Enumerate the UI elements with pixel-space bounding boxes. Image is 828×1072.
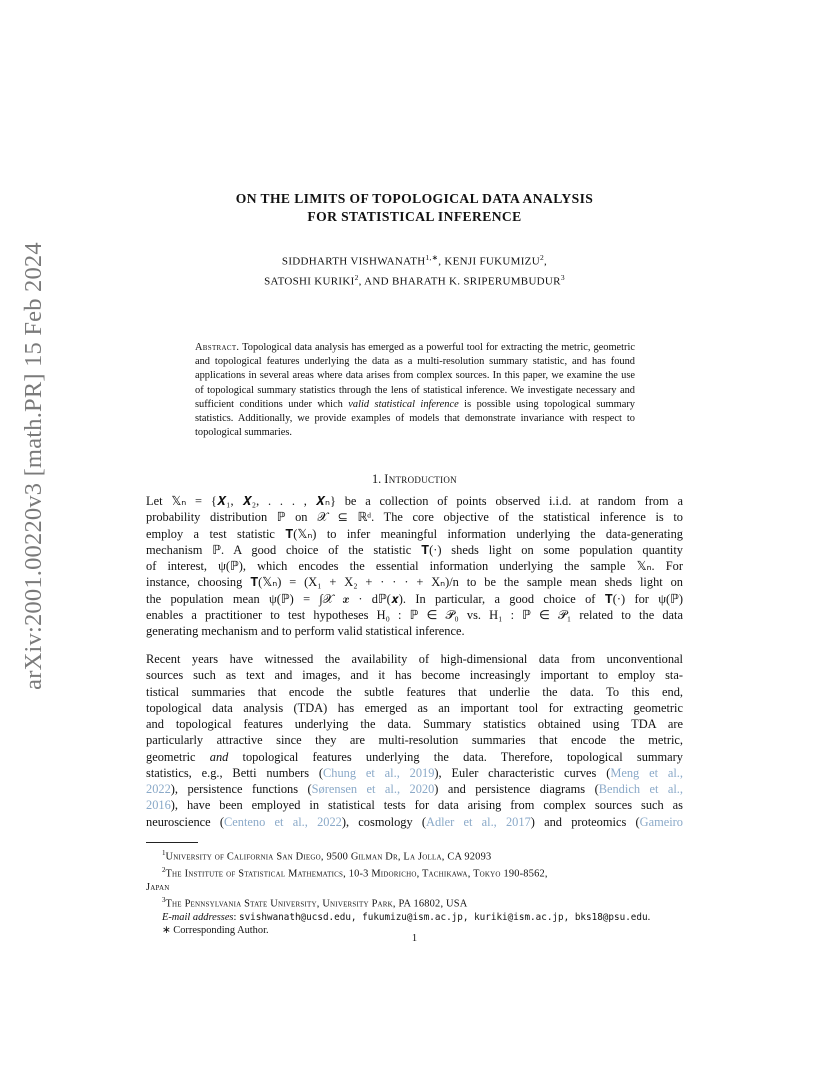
text-span: ), persistence functions ( bbox=[170, 782, 312, 796]
footnote-mark: 2 bbox=[162, 865, 166, 874]
paragraph-line: of interest, ψ(ℙ), which encodes the essential information underlying the sample 𝕏ₙ. For bbox=[146, 559, 683, 573]
arxiv-identifier-stamp bbox=[16, 242, 52, 690]
authors-line-1 bbox=[146, 250, 683, 270]
author-affiliation-mark: 1,∗ bbox=[425, 253, 439, 262]
affiliation-text: The Pennsylvania State University, University Park, PA 16802, USA bbox=[165, 898, 468, 910]
footnote-affiliation-2 bbox=[146, 864, 683, 881]
section-number: 1. bbox=[371, 472, 382, 486]
section-heading bbox=[146, 471, 683, 487]
author-name: SATOSHI KURIKI bbox=[264, 275, 355, 288]
paragraph-line bbox=[146, 749, 683, 765]
citation-link[interactable]: 2016 bbox=[146, 798, 171, 813]
paragraph-line: topological data analysis (TDA) has emerged as an important tool for extracting geometric bbox=[146, 700, 683, 715]
affiliation-text: University of California San Diego, 9500 Gilman Dr, La Jolla, CA 92093 bbox=[165, 851, 492, 863]
citation-link[interactable]: Adler et al., 2017 bbox=[426, 814, 531, 829]
citation-link[interactable]: 2022 bbox=[146, 782, 171, 796]
text-span: neuroscience ( bbox=[146, 814, 225, 829]
affiliation-text-continued: Japan bbox=[146, 881, 170, 893]
email-addresses[interactable]: svishwanath@ucsd.edu, fukumizu@ism.ac.jp, kuriki@ism.ac.jp, bks18@psu.edu bbox=[238, 912, 648, 924]
text-span: ), cosmology ( bbox=[341, 814, 427, 829]
title-line-2: FOR STATISTICAL INFERENCE bbox=[307, 209, 522, 224]
footnote-rule bbox=[146, 842, 198, 843]
paragraph-line: and topological features underlying the data. Summary statistics obtained using TDA are bbox=[146, 717, 683, 731]
footnote-mark: 1 bbox=[162, 849, 166, 857]
footnotes bbox=[146, 847, 683, 938]
paragraph-line: employ a test statistic 𝐓(𝕏ₙ) to infer meaningful information underlying the data-generating bbox=[146, 526, 683, 541]
paragraph-line: mechanism ℙ. A good choice of the statistic 𝐓(·) sheds light on some population quantity bbox=[146, 542, 683, 557]
citation-link[interactable]: Centeno et al., 2022 bbox=[224, 814, 342, 829]
citation-link[interactable]: Sørensen et al., 2020 bbox=[311, 782, 435, 796]
text-span: ), have been employed in statistical tests for data arising from complex sources such as bbox=[170, 798, 683, 813]
paragraph-line: generating mechanism and to perform valid statistical inference. bbox=[146, 624, 465, 638]
footnote-corresponding-author: ∗ Corresponding Author. bbox=[162, 925, 269, 937]
emphasis: and bbox=[209, 749, 229, 764]
citation-link[interactable]: Meng et al., bbox=[610, 765, 683, 780]
footnote-emails bbox=[146, 911, 683, 924]
page-number: 1 bbox=[411, 933, 418, 944]
footnote-affiliation-3 bbox=[146, 894, 683, 911]
paragraph-line: enables a practitioner to test hypotheses H₀ : ℙ ∈ 𝒫₀ vs. H₁ : ℙ ∈ 𝒫₁ related to the data bbox=[146, 607, 683, 622]
title-line-1: ON THE LIMITS OF TOPOLOGICAL DATA ANALYSIS bbox=[235, 191, 594, 206]
paragraph-line bbox=[146, 781, 683, 797]
intro-paragraph-1 bbox=[146, 493, 683, 639]
citation-link[interactable]: Gameiro bbox=[639, 814, 683, 829]
paragraph-line: probability distribution ℙ on 𝒳 ⊆ ℝᵈ. The core objective of the statistical inference is to bbox=[146, 510, 683, 525]
paragraph-line: particularly attractive since they are multi-resolution summaries that encode the metric, bbox=[146, 733, 683, 748]
authors-line-2 bbox=[146, 270, 683, 290]
citation-link[interactable]: Bendich et al., bbox=[598, 782, 683, 796]
email-end: . bbox=[647, 912, 651, 924]
intro-paragraph-2 bbox=[146, 651, 683, 830]
text-span: ), Euler characteristic curves ( bbox=[434, 765, 611, 780]
paragraph-line: Recent years have witnessed the availability of high-dimensional data from unconventional bbox=[146, 652, 683, 666]
text-span: statistics, e.g., Betti numbers ( bbox=[146, 765, 323, 780]
author-list bbox=[146, 250, 683, 289]
author-name: , KENJI FUKUMIZU bbox=[438, 255, 540, 268]
paragraph-line: the population mean ψ(ℙ) = ∫𝒳 𝒙 · dℙ(𝒙). In particular, a good choice of 𝐓(·) for ψ(ℙ) bbox=[146, 591, 683, 606]
author-name: SIDDHARTH VISHWANATH bbox=[281, 255, 426, 268]
author-affiliation-mark: 3 bbox=[560, 272, 565, 282]
paragraph-line bbox=[146, 765, 683, 781]
affiliation-text: The Institute of Statistical Mathematics, 10-3 Midoricho, Tachikawa, Tokyo 190-8562, bbox=[165, 868, 548, 880]
author-affiliation-mark: 2 bbox=[354, 272, 359, 282]
text-span: ) and proteomics ( bbox=[530, 814, 640, 829]
text-span: ) and persistence diagrams ( bbox=[434, 782, 599, 796]
email-label: E-mail addresses bbox=[162, 912, 234, 924]
section-title: Introduction bbox=[384, 472, 457, 486]
text-span: topological features underlying the data. Therefore, topological summary bbox=[228, 749, 683, 764]
author-affiliation-mark: 2 bbox=[539, 253, 545, 262]
paragraph-line bbox=[146, 814, 683, 830]
paragraph-line: Let 𝕏ₙ = {𝑿₁, 𝑿₂, . . . , 𝑿ₙ} be a collection of points observed i.i.d. at random from a bbox=[146, 494, 683, 508]
abstract-text: Topological data analysis has emerged as a powerful tool for extracting the metric, geometric and topological features underlying the data as a multi-resolution summary statistic, and has found applications in several areas where data arises from complex sources. In this paper, we examine the use of topological summary statistics through the lens of statistical inference. We investigate necessary and sufficient conditions under which bbox=[195, 342, 635, 410]
text-span: geometric bbox=[146, 749, 210, 764]
paragraph-line bbox=[146, 797, 683, 813]
paper-title bbox=[146, 190, 683, 226]
abstract-label: Abstract. bbox=[195, 342, 240, 353]
paragraph-line: sources such as text and images, and it has become increasingly important to employ sta- bbox=[146, 668, 683, 683]
paragraph-line: tistical summaries that encode the subtle features that underlie the data. To this end, bbox=[146, 684, 683, 699]
abstract-emphasis: valid statistical inference bbox=[348, 398, 459, 410]
abstract bbox=[195, 341, 635, 440]
footnote-affiliation-1 bbox=[146, 847, 683, 864]
arxiv-stamp-text: arXiv:2001.00220v3 [math.PR] 15 Feb 2024 bbox=[20, 242, 47, 690]
citation-link[interactable]: Chung et al., 2019 bbox=[323, 765, 435, 780]
author-separator: , bbox=[544, 255, 548, 268]
abstract-text: is possible using topological summary statistics. Additionally, we provide examples of models that demonstrate invariance with respect to topological summaries. bbox=[195, 398, 635, 439]
author-name: , AND BHARATH K. SRIPERUMBUDUR bbox=[358, 275, 561, 288]
email-colon: : bbox=[233, 912, 239, 924]
paragraph-line: instance, choosing 𝐓(𝕏ₙ) = (X₁ + X₂ + · · · + Xₙ)/n to be the sample mean sheds light on bbox=[146, 575, 683, 590]
footnote-mark: 3 bbox=[162, 896, 166, 905]
